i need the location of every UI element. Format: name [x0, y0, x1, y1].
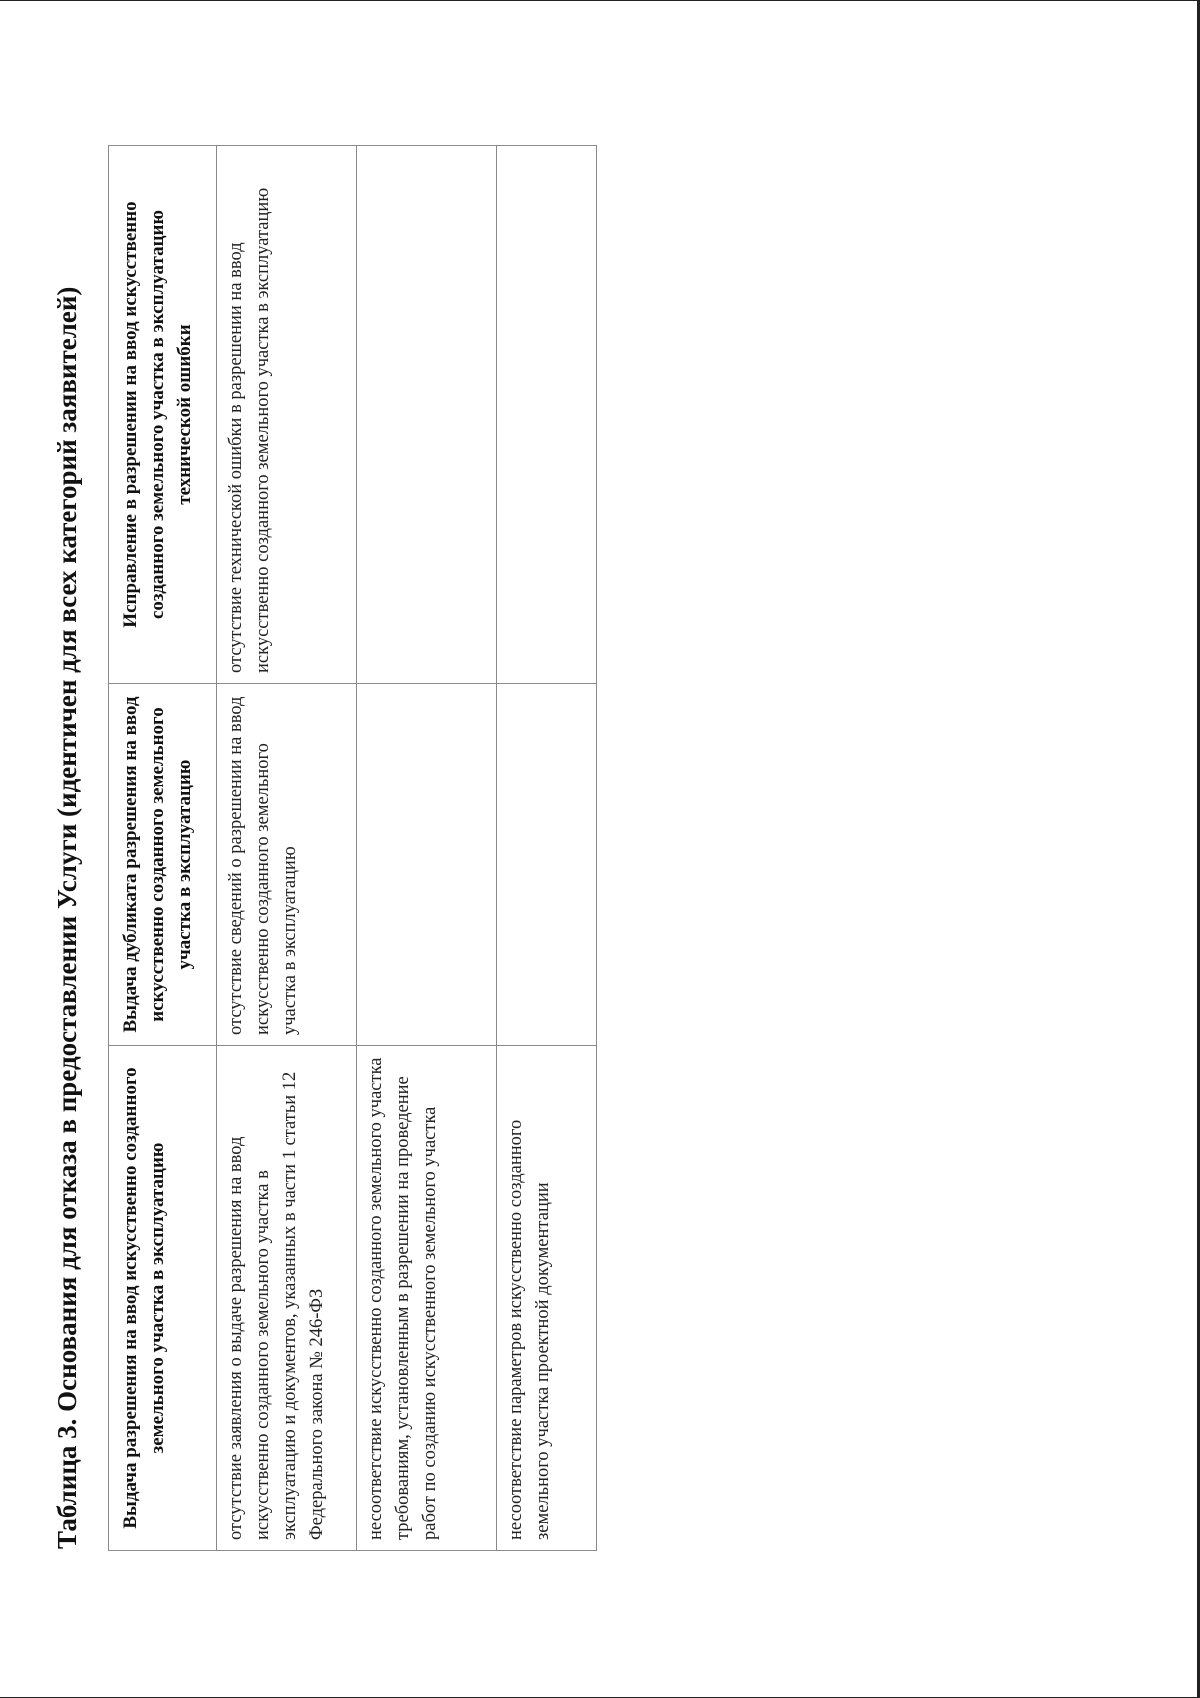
table-row: [497, 146, 597, 1551]
table-cell: отсутствие сведений о разрешении на ввод искусственно созданного земельного участка в эксплуатацию: [217, 684, 357, 1046]
table-row: [217, 146, 357, 1551]
header-issue-permit: Выдача разрешения на ввод искусственно созданного земельного участка в эксплуатацию: [109, 1046, 217, 1551]
table-cell: [497, 146, 597, 684]
table-header-row: [109, 146, 217, 1551]
table-row: [357, 146, 497, 1551]
table-title: Таблица 3. Основания для отказа в предоставлении Услуги (идентичен для всех категорий заявителей): [52, 286, 82, 1549]
table-cell: [357, 684, 497, 1046]
table-cell: отсутствие заявления о выдаче разрешения на ввод искусственно созданного земельного участка в эксплуатацию и документов, указанных в части 1 статьи 12 Федерального закона № 246-ФЗ: [217, 1046, 357, 1551]
refusal-grounds-table: [108, 145, 597, 1551]
table-cell: [497, 684, 597, 1046]
header-issue-duplicate: Выдача дубликата разрешения на ввод искусственно созданного земельного участка в эксплуатацию: [109, 684, 217, 1046]
table-cell: [357, 146, 497, 684]
rotated-content: [50, 131, 770, 1551]
table-cell: отсутствие технической ошибки в разрешении на ввод искусственно созданного земельного участка в эксплуатацию: [217, 146, 357, 684]
header-correct-error: Исправление в разрешении на ввод искусственно созданного земельного участка в эксплуатацию технической ошибки: [109, 146, 217, 684]
table-cell: несоответствие искусственно созданного земельного участка требованиям, установленным в разрешении на проведение работ по созданию искусственного земельного участка: [357, 1046, 497, 1551]
table-cell: несоответствие параметров искусственно созданного земельного участка проектной документации: [497, 1046, 597, 1551]
